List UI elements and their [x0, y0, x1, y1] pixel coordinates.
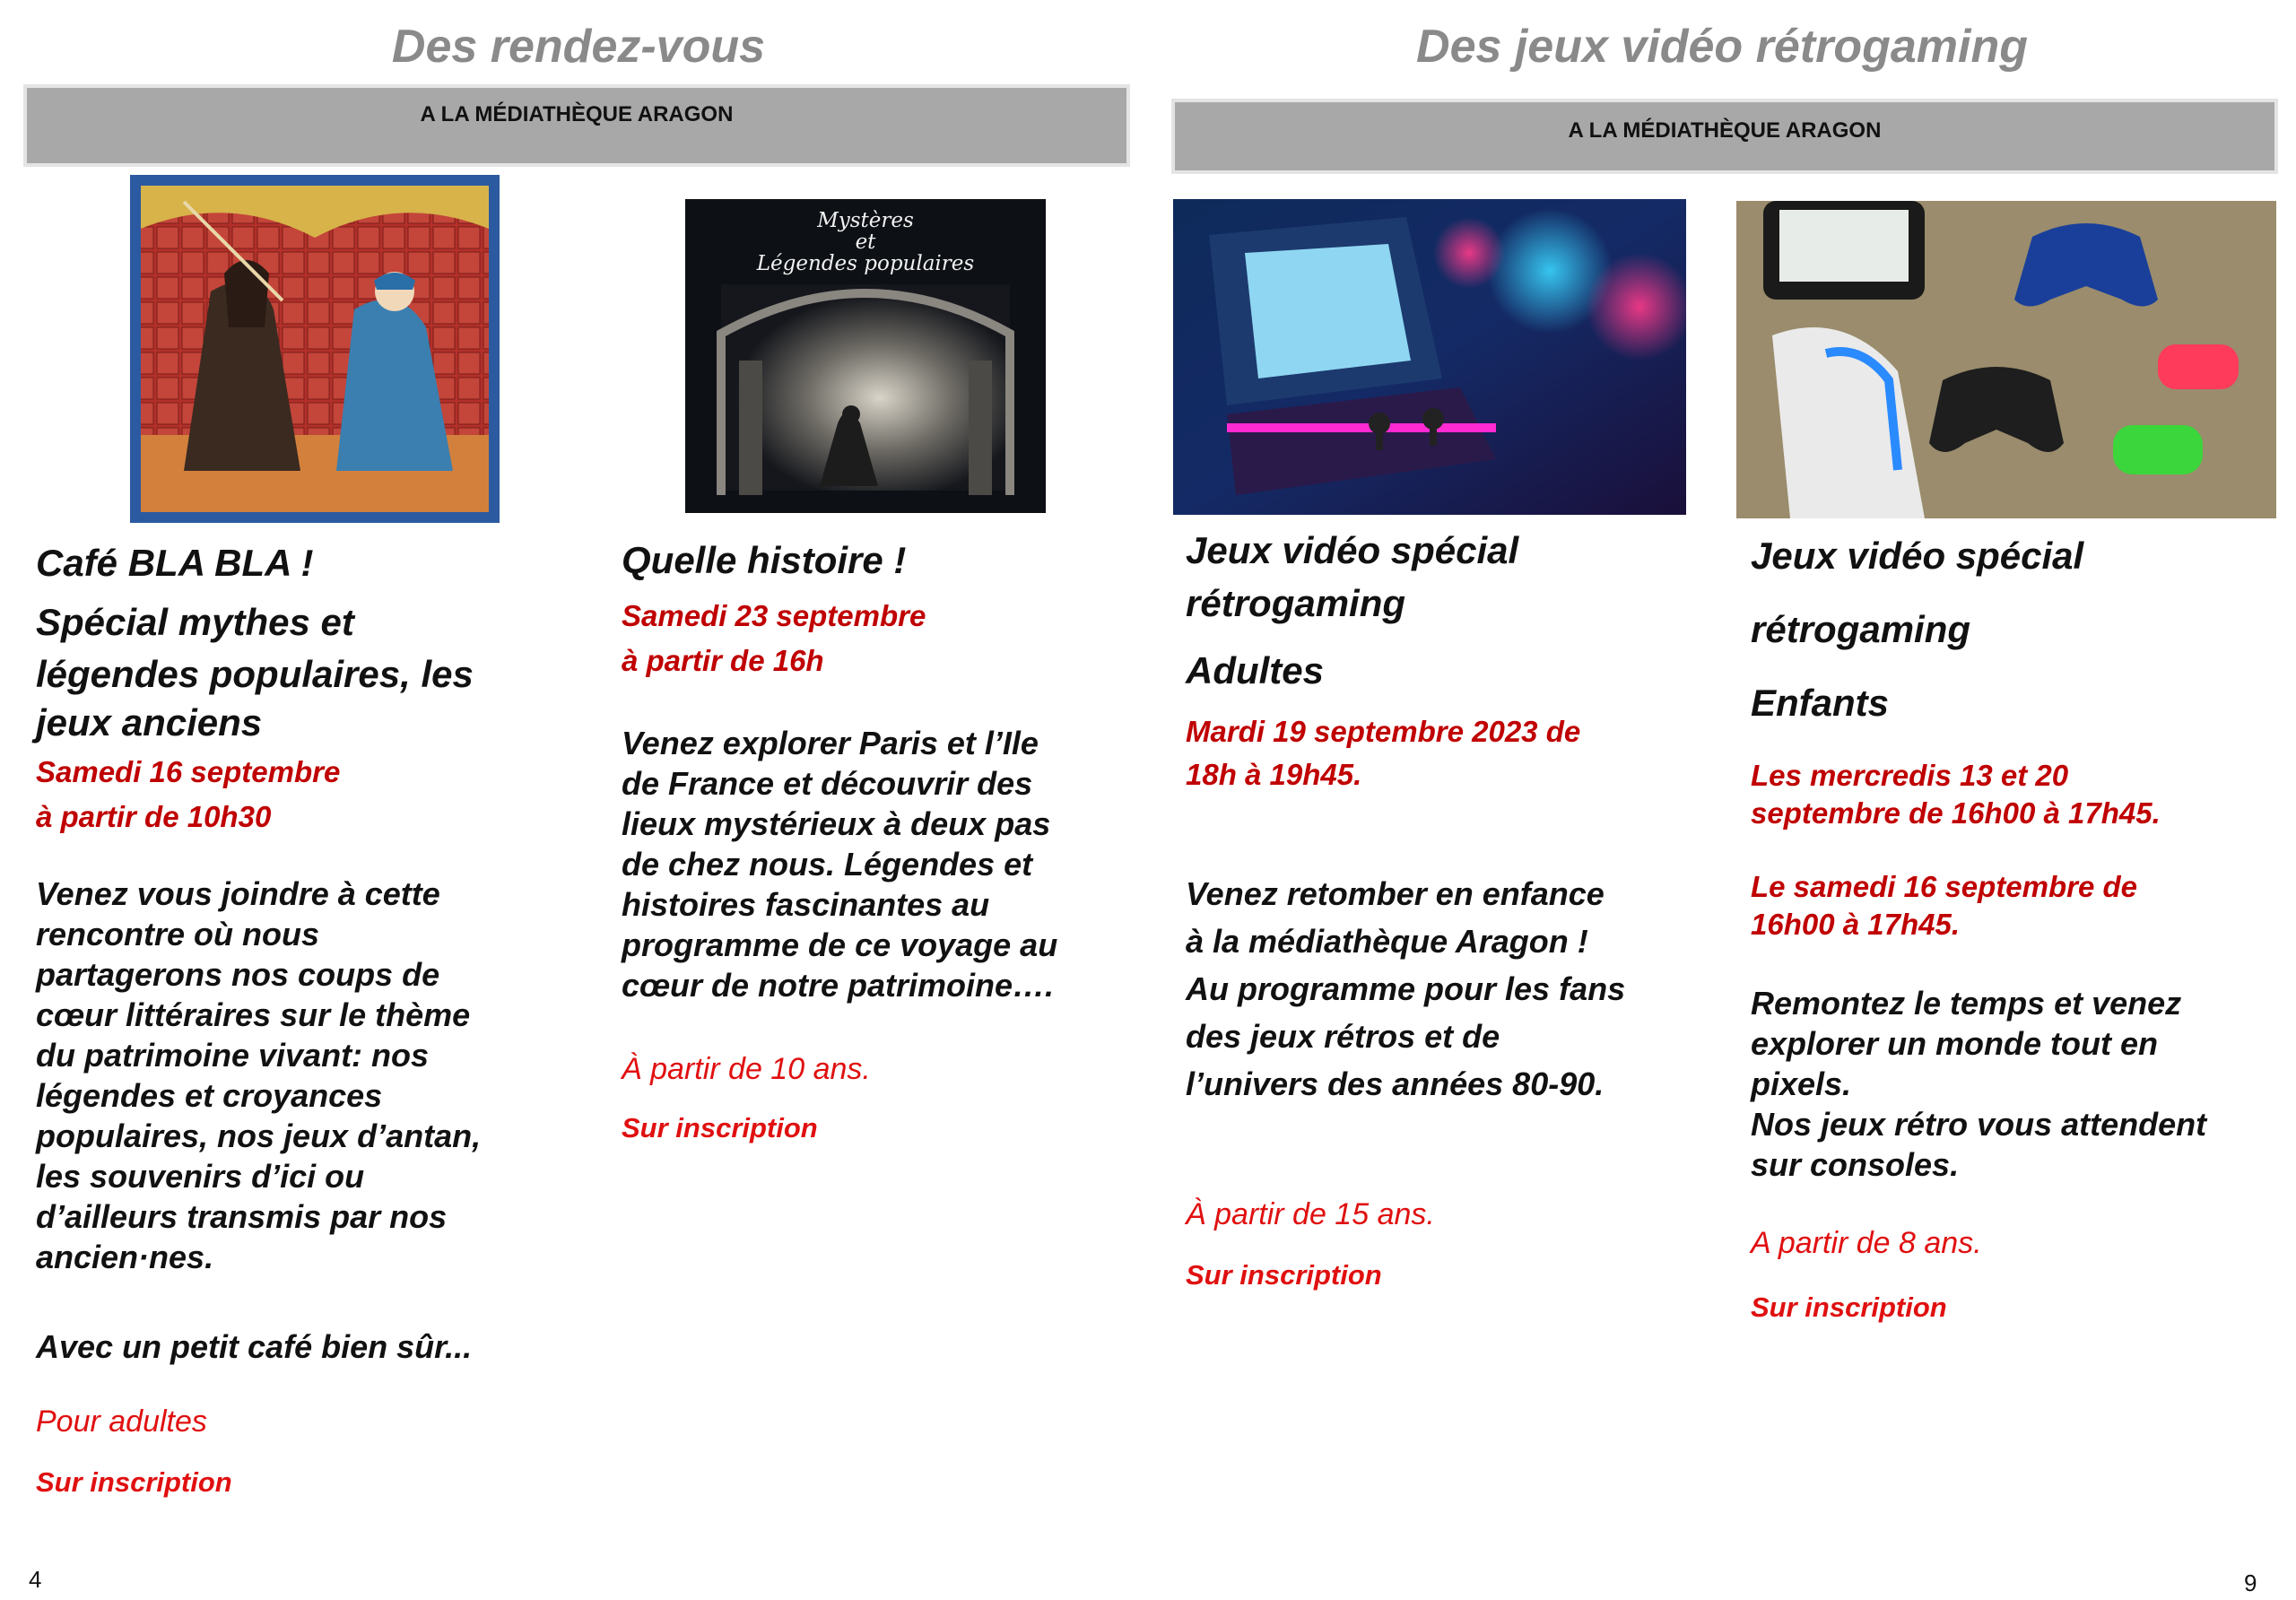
right-page-title: Des jeux vidéo rétrogaming [1416, 21, 2028, 73]
event-date-line: Mardi 19 septembre 2023 de [1186, 715, 1581, 748]
description-line: pixels. [1751, 1065, 1852, 1102]
event-date-secondary [1751, 868, 2289, 943]
poster-line: et [855, 230, 876, 254]
description-line: Au programme pour les fans [1186, 970, 1626, 1007]
event-date-line: 16h00 à 17h45. [1751, 908, 1960, 941]
event-title-line: légendes populaires, les [36, 653, 474, 695]
description-line: ancien·nes. [36, 1239, 214, 1275]
description-line: Venez retomber en enfance [1186, 875, 1605, 912]
event-date [36, 750, 610, 839]
event-date [1751, 757, 2289, 832]
page-number-right: 9 [2244, 1570, 2257, 1596]
event-registration: Sur inscription [1186, 1259, 1382, 1291]
event-title-line: rétrogaming [1751, 608, 1971, 650]
event-registration: Sur inscription [36, 1466, 232, 1498]
description-line: programme de ce voyage au [622, 926, 1058, 963]
mysteres-legendes-poster-image [685, 199, 1046, 513]
description-line: Venez explorer Paris et l’Ile [622, 725, 1039, 761]
event-audience: Pour adultes [36, 1404, 207, 1439]
event-title-line: Spécial mythes et [36, 601, 354, 643]
description-line: des jeux rétros et de [1186, 1018, 1500, 1055]
description-line: de chez nous. Légendes et [622, 846, 1033, 883]
event-title-line: Jeux vidéo spécial [1186, 529, 1519, 571]
description-line: populaires, nos jeux d’antan, [36, 1117, 482, 1154]
event-date [622, 594, 1160, 683]
right-page-banner: A LA MÉDIATHÈQUE ARAGON [1171, 99, 2278, 174]
event-date-line: Samedi 23 septembre [622, 599, 926, 632]
event-registration: Sur inscription [622, 1112, 818, 1143]
event-date-line: à partir de 10h30 [36, 800, 272, 833]
description-line: partagerons nos coups de [36, 956, 440, 993]
description-line: sur consoles. [1751, 1146, 1960, 1183]
description-line: lieux mystérieux à deux pas [622, 805, 1051, 842]
description-line: explorer un monde tout en [1751, 1025, 2159, 1062]
event-audience: À partir de 15 ans. [1186, 1197, 1435, 1231]
event-title [36, 538, 610, 750]
event-date [1186, 710, 1724, 796]
event-description [36, 874, 610, 1277]
description-line: Venez vous joindre à cette [36, 875, 440, 912]
game-controllers-image [1736, 201, 2276, 518]
event-quelle-histoire [622, 538, 1160, 1144]
event-date-line: Les mercredis 13 et 20 [1751, 759, 2069, 792]
description-line: d’ailleurs transmis par nos [36, 1198, 448, 1235]
event-title [1186, 526, 1724, 701]
medieval-illustration-image [130, 175, 500, 523]
description-line: du patrimoine vivant: nos [36, 1037, 430, 1074]
description-line: Nos jeux rétro vous attendent [1751, 1106, 2207, 1143]
event-date-line: à partir de 16h [622, 644, 824, 677]
event-title-line: Enfants [1751, 682, 1890, 724]
event-title: Quelle histoire ! [622, 539, 907, 581]
event-title-line: Café BLA BLA ! [36, 542, 314, 584]
event-cafe-blabla [36, 538, 610, 1499]
description-line: histoires fascinantes au [622, 886, 990, 923]
event-date-line: 18h à 19h45. [1186, 758, 1362, 791]
event-description [622, 723, 1160, 1005]
event-retrogaming-adultes [1186, 526, 1724, 1291]
description-line: rencontre où nous [36, 916, 320, 952]
description-line: Remontez le temps et venez [1751, 985, 2182, 1022]
event-title-line: Jeux vidéo spécial [1751, 535, 2084, 577]
description-line: l’univers des années 80-90. [1186, 1065, 1605, 1102]
event-date-line: septembre de 16h00 à 17h45. [1751, 796, 2161, 830]
description-line: de France et découvrir des [622, 765, 1033, 802]
event-title-line: jeux anciens [36, 701, 263, 743]
arcade-machine-image [1173, 199, 1686, 515]
description-line: cœur de notre patrimoine…. [622, 967, 1055, 1004]
event-date-line: Samedi 16 septembre [36, 755, 341, 788]
poster-title [685, 210, 1046, 274]
event-title-line: rétrogaming [1186, 582, 1406, 624]
event-description [1186, 870, 1724, 1108]
description-line: cœur littéraires sur le thème [36, 996, 471, 1033]
description-line: les souvenirs d’ici ou [36, 1158, 365, 1195]
description-line: à la médiathèque Aragon ! [1186, 923, 1588, 960]
page-number-left: 4 [29, 1566, 42, 1593]
poster-line: Mystères [817, 209, 914, 232]
left-page-banner: A LA MÉDIATHÈQUE ARAGON [23, 84, 1130, 167]
event-extra-note: Avec un petit café bien sûr... [36, 1328, 473, 1365]
left-page-title: Des rendez-vous [391, 21, 766, 73]
event-registration: Sur inscription [1751, 1291, 1947, 1323]
event-retrogaming-enfants [1751, 531, 2289, 1324]
poster-line: Légendes populaires [756, 252, 975, 275]
event-description [1751, 983, 2289, 1185]
event-audience: A partir de 8 ans. [1751, 1226, 1982, 1260]
event-audience: À partir de 10 ans. [622, 1052, 871, 1086]
event-title [1751, 531, 2289, 724]
event-title-line: Adultes [1186, 649, 1325, 691]
event-date-line: Le samedi 16 septembre de [1751, 870, 2138, 903]
description-line: légendes et croyances [36, 1077, 383, 1114]
